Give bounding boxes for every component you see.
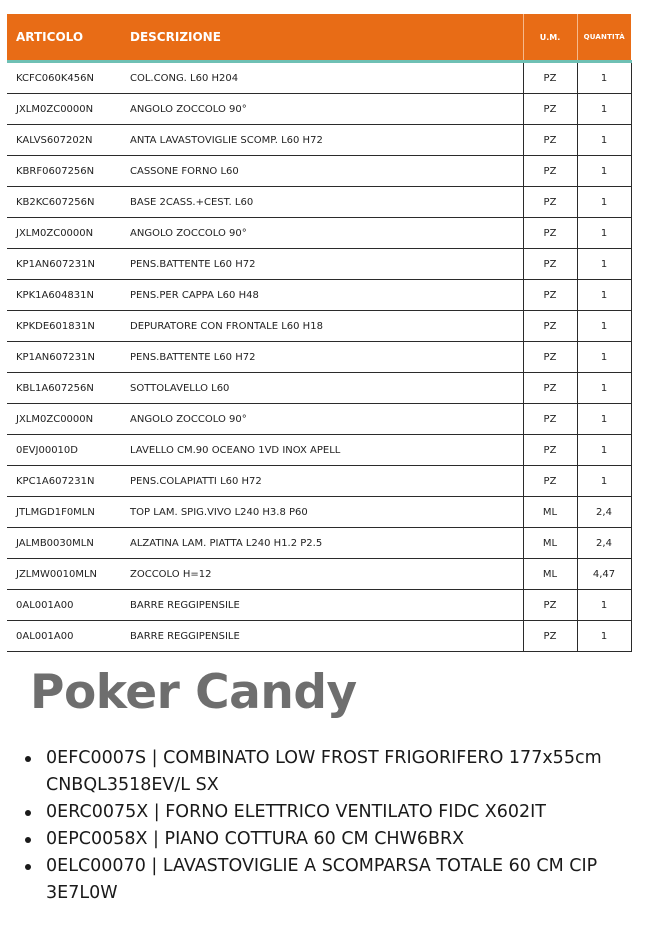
table-row [7,373,631,404]
cell-articolo: JXLM0ZC0000N [7,218,122,249]
appliance-text: 0EFC0007S | COMBINATO LOW FROST FRIGORIFERO 177x55cm CNBQL3518EV/L SX [46,748,602,795]
header-descrizione: DESCRIZIONE [122,14,523,62]
cell-quantita: 1 [577,404,631,435]
cell-descrizione: ANTA LAVASTOVIGLIE SCOMP. L60 H72 [122,125,523,156]
cell-um: PZ [523,466,577,497]
table-row [7,156,631,187]
appliance-text: 0ERC0075X | FORNO ELETTRICO VENTILATO FIDC X602IT [46,802,546,822]
cell-um: PZ [523,218,577,249]
table-row [7,280,631,311]
table-row [7,621,631,652]
cell-articolo: 0EVJ00010D [7,435,122,466]
cell-descrizione: ANGOLO ZOCCOLO 90° [122,404,523,435]
cell-um: ML [523,559,577,590]
table-row [7,435,631,466]
cell-descrizione: SOTTOLAVELLO L60 [122,373,523,404]
cell-descrizione: PENS.BATTENTE L60 H72 [122,249,523,280]
cell-quantita: 1 [577,218,631,249]
cell-um: PZ [523,342,577,373]
cell-um: PZ [523,311,577,342]
table-row [7,187,631,218]
list-item [20,826,620,853]
cell-articolo: KPC1A607231N [7,466,122,497]
cell-um: ML [523,497,577,528]
cell-um: ML [523,528,577,559]
cell-quantita: 1 [577,590,631,621]
cell-articolo: KP1AN607231N [7,342,122,373]
cell-descrizione: COL.CONG. L60 H204 [122,62,523,94]
list-item [20,853,620,907]
cell-descrizione: ANGOLO ZOCCOLO 90° [122,94,523,125]
cell-articolo: KB2KC607256N [7,187,122,218]
table-row [7,125,631,156]
cell-quantita: 1 [577,62,631,94]
cell-um: PZ [523,156,577,187]
cell-descrizione: ZOCCOLO H=12 [122,559,523,590]
cell-um: PZ [523,249,577,280]
cell-um: PZ [523,62,577,94]
cell-descrizione: BARRE REGGIPENSILE [122,621,523,652]
cell-quantita: 1 [577,466,631,497]
cell-articolo: KP1AN607231N [7,249,122,280]
cell-um: PZ [523,590,577,621]
table-row [7,311,631,342]
cell-descrizione: ANGOLO ZOCCOLO 90° [122,218,523,249]
cell-quantita: 1 [577,373,631,404]
cell-quantita: 1 [577,125,631,156]
cell-descrizione: DEPURATORE CON FRONTALE L60 H18 [122,311,523,342]
cell-articolo: JXLM0ZC0000N [7,404,122,435]
cell-articolo: JTLMGD1F0MLN [7,497,122,528]
table-row [7,528,631,559]
cell-quantita: 1 [577,280,631,311]
table-row [7,559,631,590]
header-um: U.M. [523,14,577,62]
cell-um: PZ [523,621,577,652]
cell-articolo: KALVS607202N [7,125,122,156]
cell-descrizione: PENS.BATTENTE L60 H72 [122,342,523,373]
table-row [7,342,631,373]
cell-descrizione: PENS.PER CAPPA L60 H48 [122,280,523,311]
parts-table-container [7,14,631,652]
parts-table [7,14,632,652]
header-articolo: ARTICOLO [7,14,122,62]
cell-um: PZ [523,125,577,156]
cell-quantita: 1 [577,342,631,373]
cell-quantita: 1 [577,435,631,466]
cell-articolo: JALMB0030MLN [7,528,122,559]
cell-articolo: KBRF0607256N [7,156,122,187]
cell-um: PZ [523,373,577,404]
table-row [7,466,631,497]
table-row [7,590,631,621]
header-quantita: QUANTITÀ [577,14,631,62]
cell-um: PZ [523,404,577,435]
cell-quantita: 2,4 [577,528,631,559]
cell-articolo: JXLM0ZC0000N [7,94,122,125]
cell-descrizione: TOP LAM. SPIG.VIVO L240 H3.8 P60 [122,497,523,528]
cell-descrizione: BARRE REGGIPENSILE [122,590,523,621]
table-row [7,218,631,249]
cell-quantita: 1 [577,156,631,187]
cell-descrizione: LAVELLO CM.90 OCEANO 1VD INOX APELL [122,435,523,466]
cell-articolo: JZLMW0010MLN [7,559,122,590]
table-row [7,62,631,94]
cell-descrizione: CASSONE FORNO L60 [122,156,523,187]
cell-quantita: 4,47 [577,559,631,590]
cell-articolo: KBL1A607256N [7,373,122,404]
list-item [20,745,620,799]
cell-articolo: KPKDE601831N [7,311,122,342]
cell-articolo: 0AL001A00 [7,590,122,621]
appliance-text: 0EPC0058X | PIANO COTTURA 60 CM CHW6BRX [46,829,465,849]
cell-um: PZ [523,280,577,311]
cell-articolo: 0AL001A00 [7,621,122,652]
table-header-row [7,14,631,62]
bullet-icon [25,864,31,870]
cell-um: PZ [523,187,577,218]
cell-descrizione: ALZATINA LAM. PIATTA L240 H1.2 P2.5 [122,528,523,559]
kitchen-title: Poker Candy [30,665,357,720]
cell-quantita: 1 [577,249,631,280]
table-row [7,404,631,435]
cell-quantita: 1 [577,94,631,125]
bullet-icon [25,837,31,843]
list-item [20,799,620,826]
table-body [7,62,631,652]
cell-um: PZ [523,94,577,125]
cell-articolo: KPK1A604831N [7,280,122,311]
table-row [7,497,631,528]
bullet-icon [25,810,31,816]
table-row [7,94,631,125]
cell-descrizione: PENS.COLAPIATTI L60 H72 [122,466,523,497]
cell-quantita: 1 [577,621,631,652]
appliance-text: 0ELC00070 | LAVASTOVIGLIE A SCOMPARSA TOTALE 60 CM CIP 3E7L0W [46,856,598,903]
cell-quantita: 1 [577,311,631,342]
cell-descrizione: BASE 2CASS.+CEST. L60 [122,187,523,218]
appliance-list [20,745,620,907]
table-row [7,249,631,280]
cell-quantita: 2,4 [577,497,631,528]
cell-quantita: 1 [577,187,631,218]
bullet-icon [25,756,31,762]
cell-um: PZ [523,435,577,466]
cell-articolo: KCFC060K456N [7,62,122,94]
